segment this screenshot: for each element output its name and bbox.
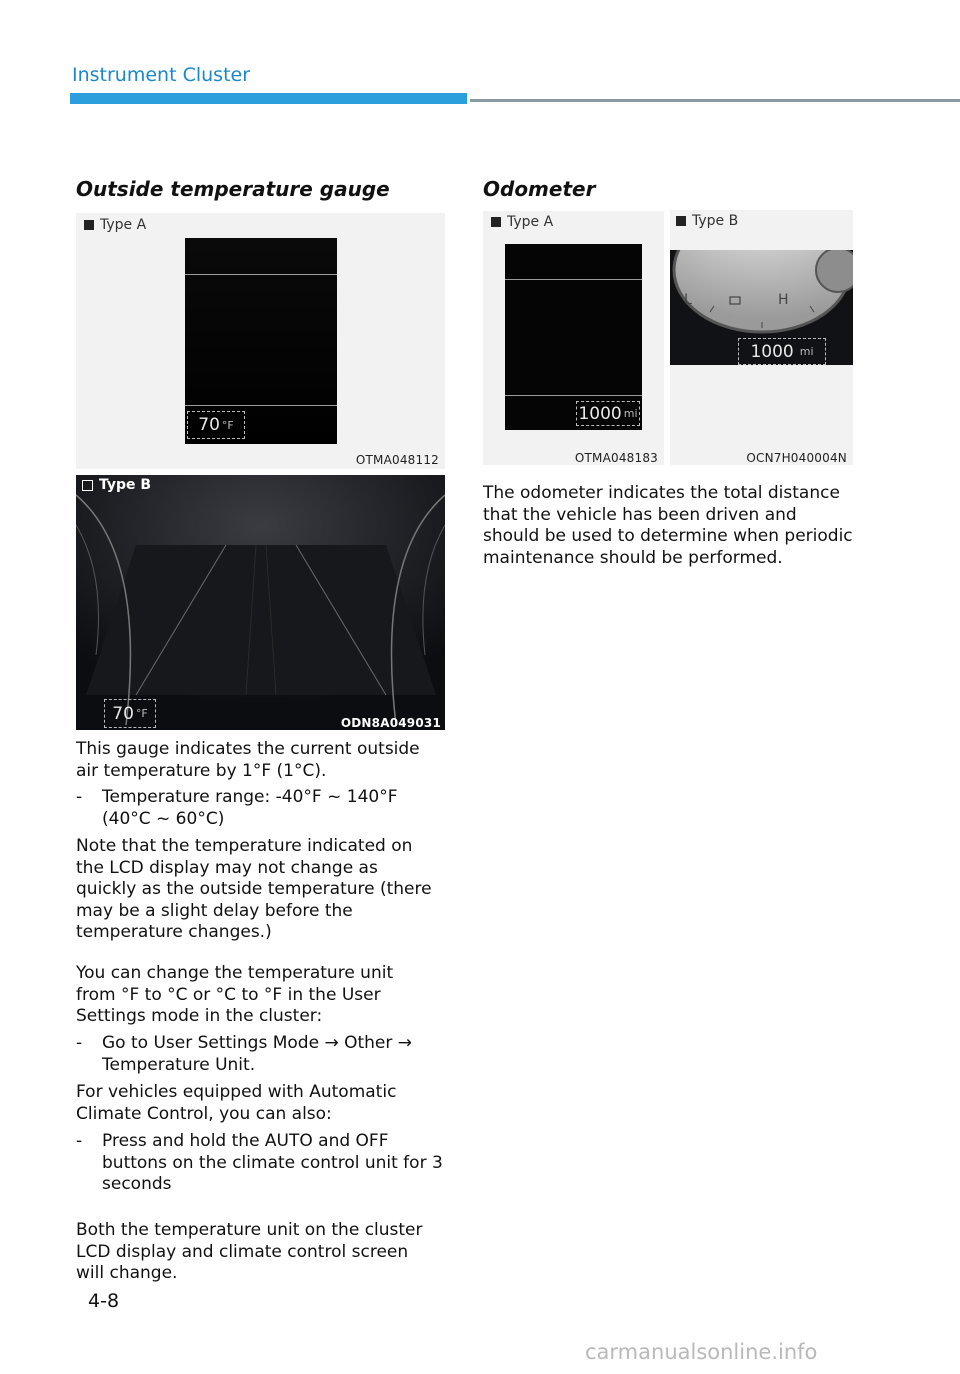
image-code: OCN7H040004N [746,451,847,465]
temperature-readout [104,699,156,728]
square-bullet-icon [491,217,501,227]
temperature-value: 70 [112,703,134,724]
lcd-divider-line [505,395,642,396]
odometer-type-b-figure [670,210,853,465]
header-rule-blue [70,93,467,104]
paragraph: For vehicles equipped with Automatic Climate Control, you can also: [76,1082,397,1124]
bullet-dash: - [76,1131,83,1151]
odometer-unit: mi [799,345,814,358]
cluster-gauge-image [670,250,853,365]
odometer-readout [738,338,826,365]
cluster-lcd-screen [185,238,337,444]
lcd-divider-line [185,274,337,275]
image-code: OTMA048112 [355,453,439,467]
image-code: OTMA048183 [574,451,658,465]
square-bullet-icon [84,220,94,230]
bullet-text: Go to User Settings Mode → Other → Temperature Unit. [102,1033,413,1075]
odometer-unit: mi [623,407,638,420]
bullet-text: Press and hold the AUTO and OFF buttons on the climate control unit for 3 seconds [102,1131,443,1194]
gauge-high-letter: H [778,292,789,308]
lcd-divider-line [505,279,642,280]
type-a-label [84,217,146,233]
odometer-value: 1000 [578,403,622,424]
odometer-value: 1000 [750,341,794,362]
paragraph: You can change the temperature unit from °F to °C or °C to °F in the User Settings mode in the cluster: [76,963,394,1026]
square-bullet-icon [676,216,686,226]
cluster-road-graphic [76,475,445,730]
lcd-divider-line [185,405,337,406]
image-code: ODN8A049031 [340,716,441,730]
paragraph: Note that the temperature indicated on the LCD display may not change as quickly as the outside temperature (there may be a slight delay before the temperature changes.) [76,836,432,942]
paragraph: This gauge indicates the current outside air temperature by 1°F (1°C). [76,739,420,781]
temperature-unit: °F [221,418,234,432]
header-title: Instrument Cluster [72,64,251,86]
section-title-odometer: Odometer [483,177,596,201]
square-outline-icon [82,480,93,491]
type-b-label-text: Type B [692,213,739,229]
section-title-temperature: Outside temperature gauge [76,177,390,201]
gauge-low-letter: L [684,292,692,308]
header-rule-gray [470,99,960,102]
bullet-dash: - [76,787,83,807]
page-number: 4-8 [88,1290,120,1312]
type-b-label [82,477,151,493]
odometer-type-a-figure [483,211,664,465]
cluster-lcd-screen [505,244,642,430]
temp-type-b-figure [76,475,445,730]
type-a-label [491,214,553,230]
type-b-label [676,213,738,229]
bullet-text: Temperature range: -40°F ~ 140°F (40°C ~ 60°C) [102,787,398,829]
type-b-label-text: Type B [99,477,152,493]
type-a-label-text: Type A [100,217,147,233]
temperature-readout [187,411,245,439]
temp-type-a-figure [76,213,445,469]
temperature-unit: °F [135,707,148,720]
watermark: carmanualsonline.info [585,1340,818,1364]
paragraph: The odometer indicates the total distance that the vehicle has been driven and should be used to determine when periodic maintenance should be performed. [483,483,853,568]
temperature-value: 70 [198,415,220,435]
bullet-dash: - [76,1033,83,1053]
paragraph: Both the temperature unit on the cluster LCD display and climate control screen will change. [76,1220,423,1283]
odometer-readout [576,401,640,426]
type-a-label-text: Type A [507,214,554,230]
